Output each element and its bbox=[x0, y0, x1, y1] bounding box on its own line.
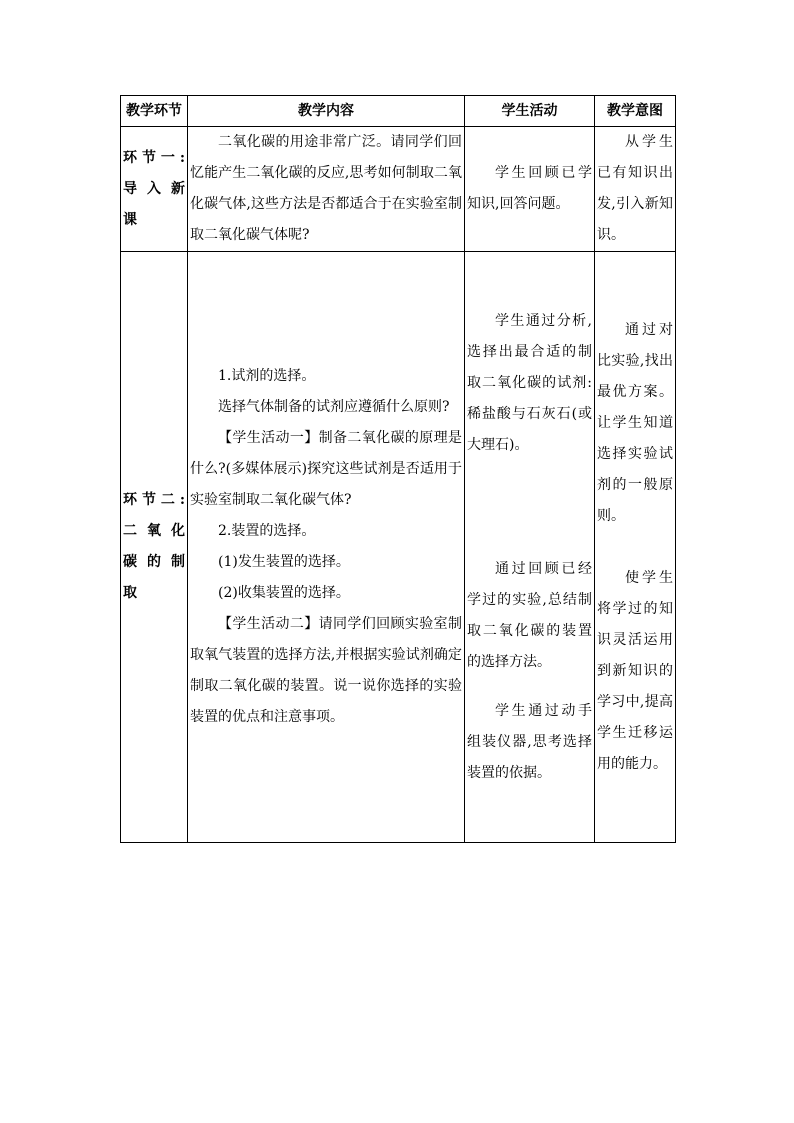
table-row bbox=[121, 252, 676, 843]
intent-cell bbox=[595, 252, 676, 843]
stage-cell bbox=[121, 252, 188, 843]
content-paragraph: 【学生活动一】制备二氧化碳的原理是什么?(多媒体展示)探究这些试剂是否适用于实验室制取二氧化碳气体? bbox=[190, 430, 462, 508]
stage-line: 环节二: bbox=[123, 492, 185, 508]
content-cell bbox=[188, 127, 465, 252]
header-content: 教学内容 bbox=[188, 96, 465, 127]
content-paragraph: 2.装置的选择。 bbox=[218, 523, 316, 539]
activity-paragraph: 学生回顾已学知识,回答问题。 bbox=[467, 165, 592, 212]
stage-line: 取 bbox=[123, 585, 137, 601]
stage-line: 碳的制 bbox=[123, 554, 185, 570]
activity-cell bbox=[465, 252, 595, 843]
activity-paragraph: 学生通过分析,选择出最合适的制取二氧化碳的试剂:稀盐酸与石灰石(或大理石)。 bbox=[467, 312, 592, 453]
content-paragraph: (1)发生装置的选择。 bbox=[218, 554, 350, 570]
content-paragraph: 二氧化碳的用途非常广泛。请同学们回忆能产生二氧化碳的反应,思考如何制取二氧化碳气体,这些方法是否都适合于在实验室制取二氧化碳气体呢? bbox=[190, 134, 462, 243]
content-paragraph: 1.试剂的选择。 bbox=[218, 368, 316, 384]
header-activity: 学生活动 bbox=[465, 96, 595, 127]
content-cell bbox=[188, 252, 465, 843]
stage-line: 二氧化 bbox=[123, 523, 185, 539]
table-row bbox=[121, 127, 676, 252]
activity-paragraph: 学生通过动手组装仪器,思考选择装置的依据。 bbox=[467, 702, 592, 781]
table-header-row bbox=[121, 96, 676, 127]
stage-line: 导入新 bbox=[123, 180, 185, 197]
content-paragraph: 【学生活动二】请同学们回顾实验室制取氧气装置的选择方法,并根据实验试剂确定制取二氧化碳的装置。说一说你选择的实验装置的优点和注意事项。 bbox=[190, 616, 462, 725]
header-intent: 教学意图 bbox=[595, 96, 676, 127]
header-stage: 教学环节 bbox=[121, 96, 188, 127]
stage-line: 课 bbox=[123, 211, 137, 228]
intent-paragraph: 通过对比实验,找出最优方案。让学生知道选择实验试剂的一般原则。 bbox=[597, 321, 673, 524]
activity-paragraph: 通过回顾已经学过的实验,总结制取二氧化碳的装置的选择方法。 bbox=[467, 560, 592, 670]
content-paragraph: 选择气体制备的试剂应遵循什么原则? bbox=[218, 399, 450, 415]
stage-cell bbox=[121, 127, 188, 252]
intent-cell bbox=[595, 127, 676, 252]
intent-paragraph: 使学生将学过的知识灵活运用到新知识的学习中,提高学生迁移运用的能力。 bbox=[597, 569, 673, 772]
stage-line: 环节一: bbox=[123, 149, 185, 166]
intent-paragraph: 从学生已有知识出发,引入新知识。 bbox=[597, 134, 673, 243]
activity-cell bbox=[465, 127, 595, 252]
content-paragraph: (2)收集装置的选择。 bbox=[218, 585, 350, 601]
lesson-plan-table bbox=[120, 95, 676, 843]
